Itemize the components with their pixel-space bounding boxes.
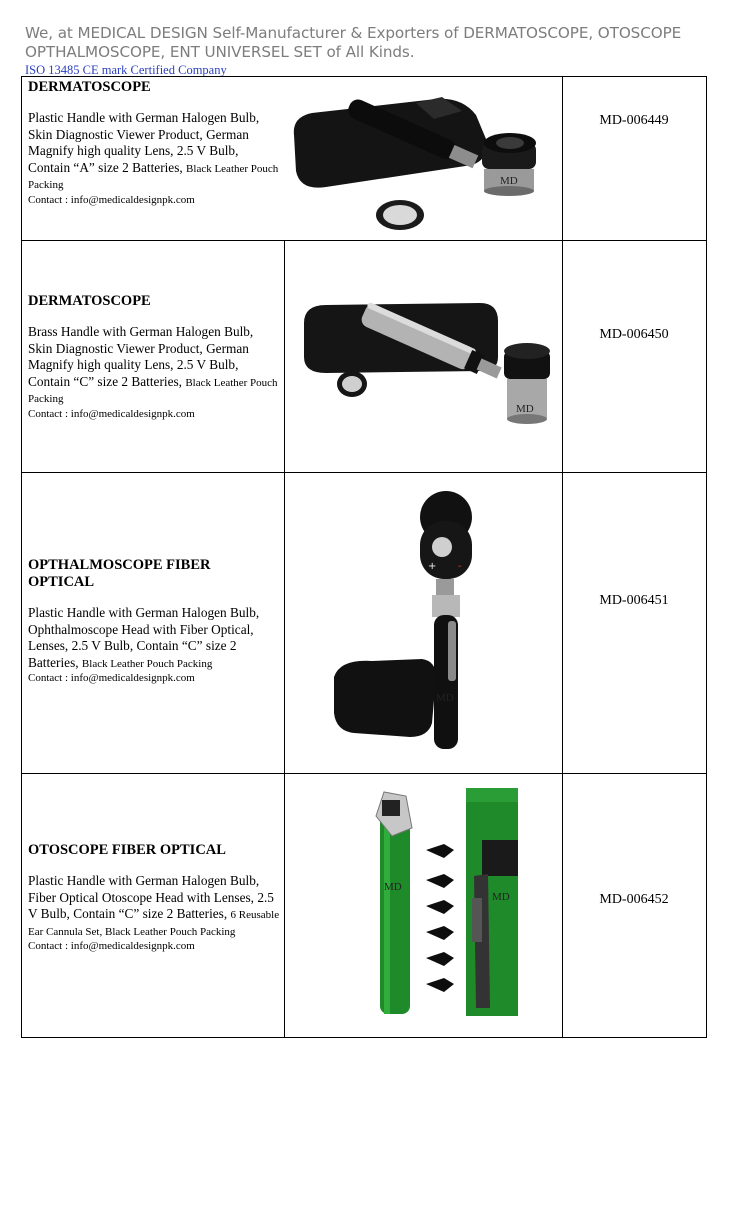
dermatoscope-brass-image xyxy=(298,299,560,429)
product-description: Brass Handle with German Halogen Bulb, Skin Diagnostic Viewer Product, German Magnify high quality Lens, 2.5 V Bulb, Contain “C” size 2 Batteries, Black Leather Pouch Packing xyxy=(28,324,278,405)
product-description: Plastic Handle with German Halogen Bulb, Skin Diagnostic Viewer Product, German Magnify high quality Lens, 2.5 V Bulb, Contain “A” size 2 Batteries, Black Leather Pouch Packing xyxy=(28,110,279,191)
product-title: OTOSCOPE FIBER OPTICAL xyxy=(28,842,226,858)
packing-note: Black Leather Pouch Packing xyxy=(28,376,278,405)
page-header xyxy=(25,24,725,77)
certification-note: ISO 13485 CE mark Certified Company xyxy=(25,63,227,77)
packing-note: 6 Reusable Ear Cannula Set, Black Leather Pouch Packing xyxy=(28,909,280,938)
product-code: MD-006449 xyxy=(599,113,669,128)
product-code: MD-006451 xyxy=(599,593,669,608)
column-divider xyxy=(284,241,285,472)
header-line-1: We, at MEDICAL DESIGN Self-Manufacturer & Exporters of DERMATOSCOPE, OTOSCOPE xyxy=(25,24,682,42)
otoscope-image xyxy=(362,788,522,1020)
product-title: DERMATOSCOPE xyxy=(28,79,151,95)
header-line-2: OPTHALMOSCOPE, ENT UNIVERSEL SET of All Kinds. xyxy=(25,43,415,61)
md-watermark: MD xyxy=(436,692,454,704)
product-row-otoscope xyxy=(21,773,707,1038)
md-watermark: MD xyxy=(492,891,510,903)
product-description: Plastic Handle with German Halogen Bulb, Fiber Optical Otoscope Head with Lenses, 2.5 V Bulb, Contain “C” size 2 Batteries, 6 Reusable Ear Cannula Set, Black Leather Pouch Packing xyxy=(28,873,280,938)
md-watermark: MD xyxy=(516,403,534,415)
product-description: Plastic Handle with German Halogen Bulb, Ophthalmoscope Head with Fiber Optical, Lenses, 2.5 V Bulb, Contain “C” size 2 Batteries, Black Leather Pouch Packing xyxy=(28,605,260,670)
product-row-dermatoscope-brass xyxy=(21,240,707,473)
md-watermark: MD xyxy=(500,175,518,187)
column-divider xyxy=(562,77,563,240)
md-watermark: MD xyxy=(384,881,402,893)
product-description-cell xyxy=(28,842,280,953)
contact-line: Contact : info@medicaldesignpk.com xyxy=(28,672,195,684)
packing-note: Black Leather Pouch Packing xyxy=(81,657,213,670)
product-code: MD-006450 xyxy=(599,327,669,342)
contact-line: Contact : info@medicaldesignpk.com xyxy=(28,407,195,420)
contact-line: Contact : info@medicaldesignpk.com xyxy=(28,940,195,952)
ophthalmoscope-image xyxy=(332,491,532,757)
column-divider xyxy=(562,241,563,472)
contact-line: Contact : info@medicaldesignpk.com xyxy=(28,193,195,206)
product-title: OPTHALMOSCOPE FIBER OPTICAL xyxy=(28,557,211,590)
product-row-ophthalmoscope xyxy=(21,472,707,774)
svg-text:+: + xyxy=(428,561,437,572)
column-divider xyxy=(284,774,285,1037)
product-description-cell xyxy=(28,557,280,685)
dermatoscope-plastic-image xyxy=(286,91,558,237)
packing-note: Black Leather Pouch Packing xyxy=(28,162,279,191)
product-description-cell xyxy=(28,293,280,421)
product-description-cell xyxy=(28,79,280,207)
product-title: DERMATOSCOPE xyxy=(28,293,151,309)
column-divider xyxy=(284,473,285,773)
svg-text:-: - xyxy=(458,561,462,572)
column-divider xyxy=(562,473,563,773)
product-code: MD-006452 xyxy=(599,892,669,907)
product-row-dermatoscope-plastic xyxy=(21,76,707,241)
